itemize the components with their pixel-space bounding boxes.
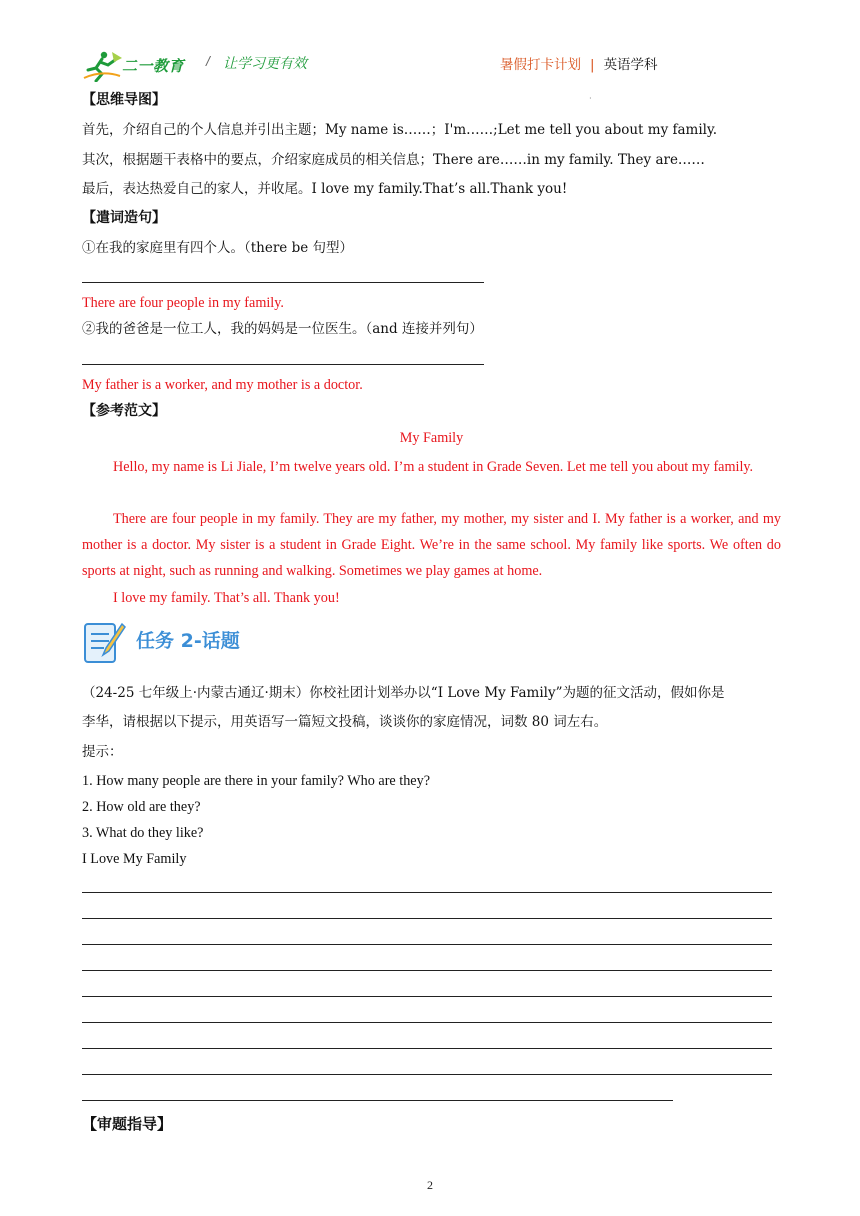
stray-dot: · <box>589 94 592 103</box>
page-number: 2 <box>427 1178 433 1192</box>
brand-slogan: 让学习更有效 <box>223 56 307 72</box>
header-slash: / <box>206 53 210 69</box>
hint-3: 3. What do they like? <box>82 825 204 841</box>
writing-line[interactable] <box>82 1048 772 1049</box>
mindmap-line-3: 最后，表达热爱自己的家人，并收尾。I love my family.That’s all.Thank you! <box>82 181 568 197</box>
brand-name: 二一教育 <box>122 58 185 75</box>
guide-heading: 【审题指导】 <box>82 1115 173 1133</box>
answer-line-2 <box>82 364 484 365</box>
notepad-pencil-icon <box>82 618 126 666</box>
header-right <box>500 53 658 73</box>
task-prompt-line-1: （24-25 七年级上·内蒙古通辽·期末）你校社团计划举办以“I Love My Family”为题的征文活动，假如你是 <box>82 685 725 701</box>
hint-label: 提示： <box>82 744 123 760</box>
page-header <box>82 46 782 86</box>
sample-paragraph-2: There are four people in my family. They are my father, my mother, my sister and I. My father is a worker, and my mother is a doctor. My sister is a student in Grade Eight. We’re in the same school. My family like sports. We often do sports at night, such as running and walking. Sometimes we play games at home. <box>82 511 781 579</box>
sample-heading: 【参考范文】 <box>82 403 166 419</box>
sentence-question-1: ①在我的家庭里有四个人。（there be 句型） <box>82 240 354 256</box>
sample-title: My Family <box>399 430 464 446</box>
essay-title: I Love My Family <box>82 851 187 867</box>
sentences-heading: 【遣词造句】 <box>82 210 166 226</box>
sample-paragraph-3: I love my family. That’s all. Thank you! <box>113 590 340 606</box>
task-title: 任务 2-话题 <box>136 630 240 652</box>
sample-paragraph-1: Hello, my name is Li Jiale, I’m twelve years old. I’m a student in Grade Seven. Let me tell you about my family. <box>113 459 754 475</box>
writing-line[interactable] <box>82 1022 772 1023</box>
mindmap-line-2: 其次，根据题干表格中的要点，介绍家庭成员的相关信息；There are……in my family. They are…… <box>82 152 705 168</box>
writing-line[interactable] <box>82 1074 772 1075</box>
writing-line[interactable] <box>82 892 772 893</box>
writing-line[interactable] <box>82 944 772 945</box>
sentence-answer-1: There are four people in my family. <box>82 295 284 311</box>
task-banner <box>82 618 382 668</box>
writing-line[interactable] <box>82 970 772 971</box>
mindmap-heading: 【思维导图】 <box>82 92 166 108</box>
hint-2: 2. How old are they? <box>82 799 201 815</box>
answer-line-1 <box>82 282 484 283</box>
sentence-question-2: ②我的爸爸是一位工人，我的妈妈是一位医生。（and 连接并列句） <box>82 321 483 337</box>
mindmap-line-1: 首先，介绍自己的个人信息并引出主题；My name is……；I'm……;Let me tell you about my family. <box>82 122 718 138</box>
plan-label: 暑假打卡计划 <box>500 57 581 73</box>
writing-line[interactable] <box>82 918 772 919</box>
header-separator: | <box>590 57 595 73</box>
sentence-answer-2: My father is a worker, and my mother is a doctor. <box>82 377 363 393</box>
writing-line[interactable] <box>82 1100 673 1101</box>
subject-label: 英语学科 <box>603 57 658 73</box>
hint-1: 1. How many people are there in your family? Who are they? <box>82 773 430 789</box>
writing-line[interactable] <box>82 996 772 997</box>
task-prompt-line-2: 李华，请根据以下提示，用英语写一篇短文投稿，谈谈你的家庭情况，词数 80 词左右。 <box>82 714 608 730</box>
